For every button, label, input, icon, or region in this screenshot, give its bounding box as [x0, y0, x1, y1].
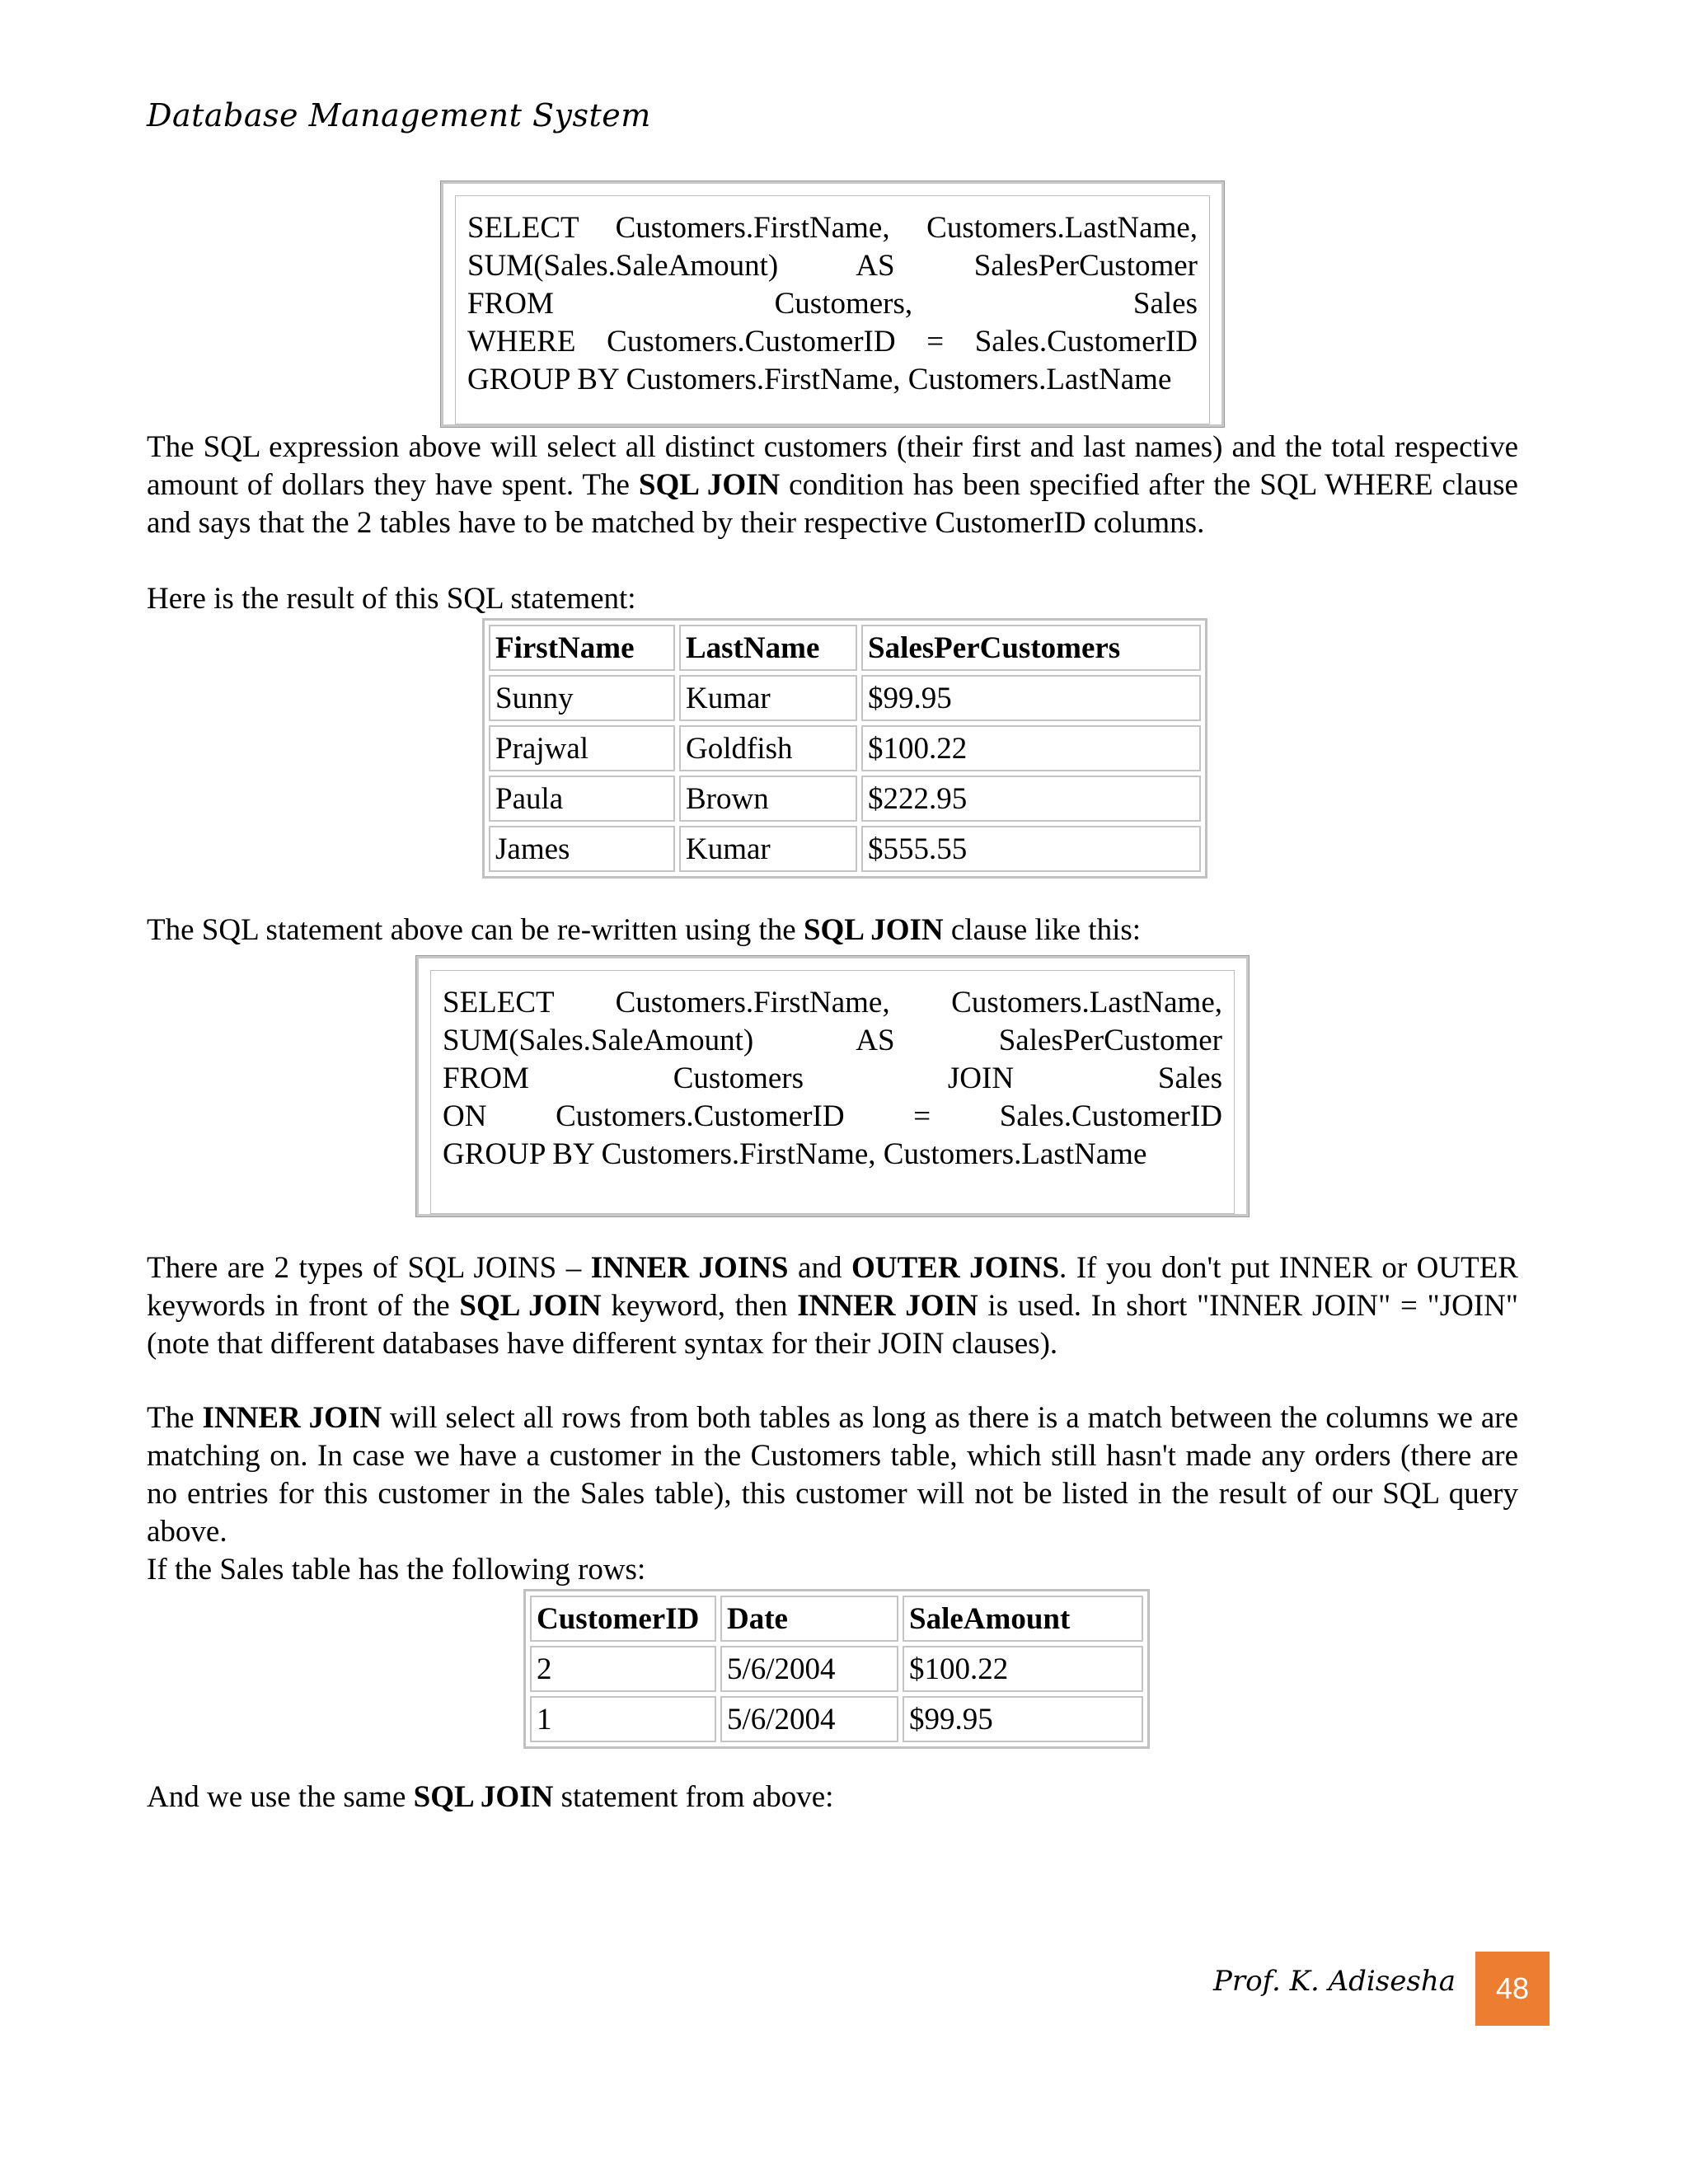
code-line: SELECT Customers.FirstName, Customers.LastName, [443, 986, 1222, 1019]
table-cell: Brown [679, 776, 857, 822]
table-header-row [489, 625, 1201, 671]
column-header: Date [720, 1596, 898, 1642]
page-number-badge: 48 [1475, 1952, 1550, 2026]
code-line: WHERE Customers.CustomerID = Sales.CustomerID [467, 325, 1198, 359]
table-cell: 2 [530, 1646, 716, 1692]
sales-table [523, 1589, 1150, 1749]
paragraph-explanation: The SQL expression above will select all distinct customers (their first and last names) and the total respective amount of dollars they have spent. The SQL JOIN condition has been specified after the SQL WHERE clause and says that the 2 tables have to be matched by their respective CustomerID columns. [147, 430, 1518, 540]
table-row [489, 776, 1201, 822]
table-cell: Prajwal [489, 725, 675, 771]
code-line: GROUP BY Customers.FirstName, Customers.LastName [467, 363, 1172, 396]
table-row [530, 1646, 1143, 1692]
column-header: CustomerID [530, 1596, 716, 1642]
code-line: ON Customers.CustomerID = Sales.CustomerID [443, 1099, 1222, 1133]
code-line: SELECT Customers.FirstName, Customers.LastName, [467, 211, 1198, 245]
table-cell: 5/6/2004 [720, 1646, 898, 1692]
table-row [530, 1696, 1143, 1742]
table-cell: $100.22 [903, 1646, 1143, 1692]
column-header: SalesPerCustomers [861, 625, 1201, 671]
table-cell: James [489, 826, 675, 872]
table-cell: Goldfish [679, 725, 857, 771]
table-cell: $99.95 [861, 675, 1201, 721]
table-cell: $100.22 [861, 725, 1201, 771]
table-cell: Sunny [489, 675, 675, 721]
table-header-row [530, 1596, 1143, 1642]
column-header: FirstName [489, 625, 675, 671]
table-cell: Paula [489, 776, 675, 822]
paragraph-sales-intro: If the Sales table has the following rows: [147, 1553, 646, 1586]
table-row [489, 675, 1201, 721]
column-header: SaleAmount [903, 1596, 1143, 1642]
code-block-query2 [416, 956, 1249, 1216]
paragraph-inner-join: The INNER JOIN will select all rows from both tables as long as there is a match between the columns we are matching on. In case we have a customer in the Customers table, which still hasn't made any orders (there are no entries for this customer in the Sales table), this customer will not be listed in the result of our SQL query above. [147, 1401, 1518, 1549]
code-line: SUM(Sales.SaleAmount) AS SalesPerCustomer [443, 1024, 1222, 1057]
paragraph-join-types: There are 2 types of SQL JOINS – INNER JOINS and OUTER JOINS. If you don't put INNER or OUTER keywords in front of the SQL JOIN keyword, then INNER JOIN is used. In short "INNER JOIN" = "JOIN" (note that different databases have different syntax for their JOIN clauses). [147, 1251, 1518, 1361]
table-cell: $555.55 [861, 826, 1201, 872]
code-line: FROM Customers, Sales [467, 287, 1198, 321]
paragraph-result-intro: Here is the result of this SQL statement: [147, 582, 636, 616]
table-cell: Kumar [679, 675, 857, 721]
table-cell: 1 [530, 1696, 716, 1742]
page-header: Database Management System [147, 97, 651, 134]
table-cell: $99.95 [903, 1696, 1143, 1742]
table-cell: 5/6/2004 [720, 1696, 898, 1742]
code-line: GROUP BY Customers.FirstName, Customers.LastName [443, 1137, 1147, 1171]
paragraph-closing: And we use the same SQL JOIN statement from above: [147, 1780, 834, 1814]
table-row [489, 725, 1201, 771]
code-line: SUM(Sales.SaleAmount) AS SalesPerCustomer [467, 249, 1198, 283]
paragraph-rewrite-intro: The SQL statement above can be re-written using the SQL JOIN clause like this: [147, 913, 1142, 947]
table-row [489, 826, 1201, 872]
table-cell: Kumar [679, 826, 857, 872]
result-table [482, 618, 1207, 879]
table-cell: $222.95 [861, 776, 1201, 822]
column-header: LastName [679, 625, 857, 671]
footer-author: Prof. K. Adisesha [1213, 1965, 1456, 1998]
code-block-query1 [441, 181, 1224, 427]
code-line: FROM Customers JOIN Sales [443, 1062, 1222, 1095]
